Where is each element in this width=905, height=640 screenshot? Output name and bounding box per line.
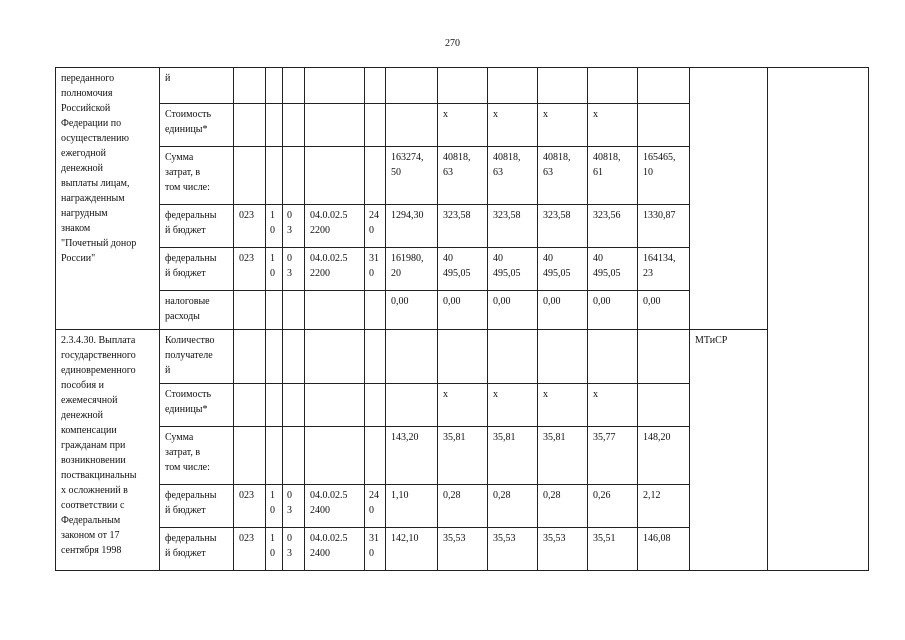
value-cell xyxy=(638,68,690,104)
value-cell: 323,56 xyxy=(588,205,638,248)
value-cell: 40 495,05 xyxy=(588,248,638,291)
vr-cell xyxy=(365,384,386,427)
csr-cell: 04.0.02.5 2400 xyxy=(305,485,365,528)
value-cell: 1294,30 xyxy=(386,205,438,248)
gr-cell xyxy=(234,68,266,104)
value-cell: 0,28 xyxy=(488,485,538,528)
value-cell xyxy=(386,330,438,384)
value-cell xyxy=(538,330,588,384)
indicator-cell: Количество получателе й xyxy=(160,330,234,384)
value-cell: 0,00 xyxy=(488,291,538,330)
value-cell: 0,00 xyxy=(638,291,690,330)
pr-cell xyxy=(283,68,305,104)
notes-cell xyxy=(768,68,869,571)
rz-cell xyxy=(266,291,283,330)
indicator-cell: й xyxy=(160,68,234,104)
vr-cell xyxy=(365,68,386,104)
value-cell: 323,58 xyxy=(488,205,538,248)
value-cell xyxy=(386,104,438,147)
value-cell xyxy=(488,68,538,104)
rz-cell xyxy=(266,384,283,427)
csr-cell xyxy=(305,427,365,485)
value-cell: 142,10 xyxy=(386,528,438,571)
value-cell: x xyxy=(588,384,638,427)
value-cell: 2,12 xyxy=(638,485,690,528)
value-cell xyxy=(438,68,488,104)
gr-cell: 023 xyxy=(234,485,266,528)
value-cell: 0,00 xyxy=(386,291,438,330)
pr-cell xyxy=(283,147,305,205)
pr-cell: 0 3 xyxy=(283,205,305,248)
measure-description: переданного полномочия Российской Федерации по осуществлению ежегодной денежной выплаты лицам, награжденным нагрудным знаком "Почетный донор России" xyxy=(56,68,160,330)
value-cell xyxy=(386,384,438,427)
indicator-cell: Сумма затрат, в том числе: xyxy=(160,427,234,485)
csr-cell xyxy=(305,384,365,427)
vr-cell: 24 0 xyxy=(365,485,386,528)
value-cell: 40818, 61 xyxy=(588,147,638,205)
indicator-cell: Стоимость единицы* xyxy=(160,104,234,147)
value-cell: 165465, 10 xyxy=(638,147,690,205)
value-cell: 40 495,05 xyxy=(438,248,488,291)
vr-cell: 31 0 xyxy=(365,528,386,571)
gr-cell xyxy=(234,291,266,330)
value-cell: 146,08 xyxy=(638,528,690,571)
value-cell xyxy=(588,68,638,104)
pr-cell xyxy=(283,330,305,384)
value-cell: 1330,87 xyxy=(638,205,690,248)
gr-cell: 023 xyxy=(234,528,266,571)
value-cell: x xyxy=(488,384,538,427)
value-cell: 163274, 50 xyxy=(386,147,438,205)
gr-cell xyxy=(234,427,266,485)
value-cell xyxy=(638,104,690,147)
value-cell: 323,58 xyxy=(538,205,588,248)
pr-cell xyxy=(283,427,305,485)
gr-cell: 023 xyxy=(234,205,266,248)
gr-cell xyxy=(234,147,266,205)
vr-cell: 31 0 xyxy=(365,248,386,291)
csr-cell: 04.0.02.5 2400 xyxy=(305,528,365,571)
value-cell: 0,26 xyxy=(588,485,638,528)
csr-cell: 04.0.02.5 2200 xyxy=(305,248,365,291)
rz-cell xyxy=(266,147,283,205)
pr-cell xyxy=(283,291,305,330)
value-cell: 40818, 63 xyxy=(438,147,488,205)
rz-cell xyxy=(266,104,283,147)
vr-cell xyxy=(365,147,386,205)
indicator-cell: федеральны й бюджет xyxy=(160,485,234,528)
rz-cell: 1 0 xyxy=(266,205,283,248)
value-cell: x xyxy=(438,104,488,147)
value-cell: 40 495,05 xyxy=(488,248,538,291)
value-cell: 0,00 xyxy=(588,291,638,330)
budget-table xyxy=(55,67,869,571)
value-cell: x xyxy=(588,104,638,147)
value-cell xyxy=(488,330,538,384)
indicator-cell: федеральны й бюджет xyxy=(160,248,234,291)
value-cell: 148,20 xyxy=(638,427,690,485)
value-cell: 35,81 xyxy=(538,427,588,485)
value-cell xyxy=(588,330,638,384)
value-cell: 35,81 xyxy=(488,427,538,485)
value-cell: x xyxy=(538,384,588,427)
rz-cell: 1 0 xyxy=(266,528,283,571)
value-cell: 164134, 23 xyxy=(638,248,690,291)
page-number: 270 xyxy=(445,38,460,49)
csr-cell: 04.0.02.5 2200 xyxy=(305,205,365,248)
indicator-cell: федеральны й бюджет xyxy=(160,528,234,571)
value-cell: 35,53 xyxy=(438,528,488,571)
value-cell: 1,10 xyxy=(386,485,438,528)
vr-cell xyxy=(365,330,386,384)
executor-cell: МТиСР xyxy=(690,330,768,571)
csr-cell xyxy=(305,330,365,384)
value-cell: 35,81 xyxy=(438,427,488,485)
value-cell: 0,00 xyxy=(438,291,488,330)
pr-cell xyxy=(283,104,305,147)
value-cell: 40818, 63 xyxy=(488,147,538,205)
value-cell: 161980, 20 xyxy=(386,248,438,291)
value-cell xyxy=(638,330,690,384)
indicator-cell: налоговые расходы xyxy=(160,291,234,330)
measure-description: 2.3.4.30. Выплата государственного единовременного пособия и ежемесячной денежной компенсации гражданам при возникновении поствакцинальны х осложнений в соответствии с Федеральным законом от 17 сентября 1998 xyxy=(56,330,160,571)
value-cell: 35,53 xyxy=(538,528,588,571)
gr-cell xyxy=(234,384,266,427)
csr-cell xyxy=(305,147,365,205)
vr-cell: 24 0 xyxy=(365,205,386,248)
vr-cell xyxy=(365,291,386,330)
value-cell: x xyxy=(438,384,488,427)
indicator-cell: Сумма затрат, в том числе: xyxy=(160,147,234,205)
csr-cell xyxy=(305,104,365,147)
value-cell: 143,20 xyxy=(386,427,438,485)
pr-cell xyxy=(283,384,305,427)
indicator-cell: Стоимость единицы* xyxy=(160,384,234,427)
rz-cell xyxy=(266,330,283,384)
pr-cell: 0 3 xyxy=(283,485,305,528)
pr-cell: 0 3 xyxy=(283,528,305,571)
value-cell: 40818, 63 xyxy=(538,147,588,205)
value-cell: x xyxy=(488,104,538,147)
csr-cell xyxy=(305,68,365,104)
table-row xyxy=(56,68,869,104)
gr-cell: 023 xyxy=(234,248,266,291)
pr-cell: 0 3 xyxy=(283,248,305,291)
executor-cell xyxy=(690,68,768,330)
value-cell xyxy=(386,68,438,104)
value-cell: 35,53 xyxy=(488,528,538,571)
rz-cell: 1 0 xyxy=(266,248,283,291)
indicator-cell: федеральны й бюджет xyxy=(160,205,234,248)
value-cell: 0,00 xyxy=(538,291,588,330)
table-row xyxy=(56,330,869,384)
value-cell: 40 495,05 xyxy=(538,248,588,291)
value-cell: 35,77 xyxy=(588,427,638,485)
value-cell: x xyxy=(538,104,588,147)
rz-cell xyxy=(266,427,283,485)
rz-cell xyxy=(266,68,283,104)
gr-cell xyxy=(234,104,266,147)
value-cell xyxy=(538,68,588,104)
value-cell xyxy=(438,330,488,384)
value-cell: 323,58 xyxy=(438,205,488,248)
value-cell: 35,51 xyxy=(588,528,638,571)
value-cell: 0,28 xyxy=(538,485,588,528)
csr-cell xyxy=(305,291,365,330)
vr-cell xyxy=(365,427,386,485)
value-cell: 0,28 xyxy=(438,485,488,528)
value-cell xyxy=(638,384,690,427)
rz-cell: 1 0 xyxy=(266,485,283,528)
gr-cell xyxy=(234,330,266,384)
vr-cell xyxy=(365,104,386,147)
